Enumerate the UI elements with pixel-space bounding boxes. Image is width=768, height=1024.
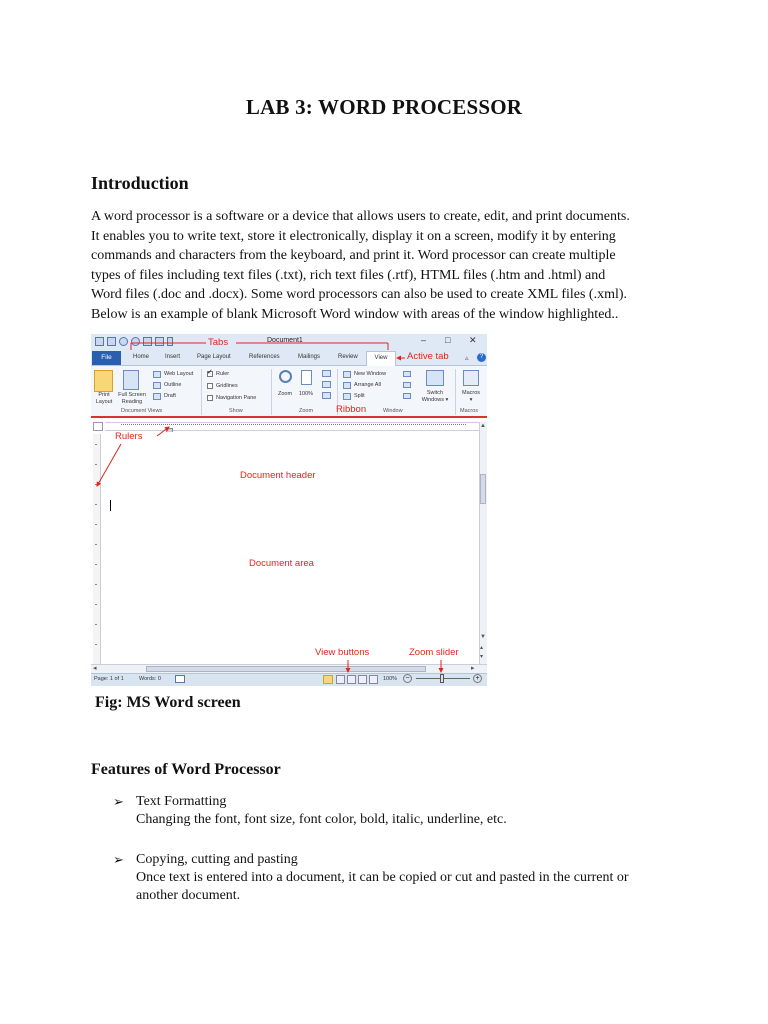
group-label-show: Show bbox=[229, 408, 243, 414]
document-title: Document1 bbox=[267, 337, 303, 344]
intro-line: A word processor is a software or a device that allows users to create, edit, and print documents. bbox=[91, 209, 630, 224]
tab-references[interactable]: References bbox=[249, 354, 280, 360]
next-page-icon[interactable]: ▾ bbox=[480, 654, 484, 660]
word-count[interactable]: Words: 0 bbox=[139, 676, 161, 682]
group-label-macros: Macros bbox=[460, 408, 479, 414]
zoom-button[interactable]: Zoom bbox=[278, 391, 293, 397]
annotation-rulers: Rulers bbox=[115, 431, 143, 442]
scroll-left-icon[interactable]: ◂ bbox=[93, 665, 97, 672]
annotation-zoom-slider: Zoom slider bbox=[409, 647, 459, 658]
intro-paragraph bbox=[91, 207, 681, 325]
tab-mailings[interactable]: Mailings bbox=[298, 354, 321, 360]
tab-view[interactable]: View bbox=[366, 351, 396, 366]
outline-button[interactable]: Outline bbox=[164, 382, 182, 388]
check-icon: ✓ bbox=[207, 369, 213, 376]
intro-line: types of files including text files (.txt), rich text files (.rtf), HTML files (.htm and .html) and bbox=[91, 267, 606, 283]
feature-description: Once text is entered into a document, it can be copied or cut and pasted in the current or bbox=[136, 870, 629, 885]
bullet-arrow-icon: ➢ bbox=[113, 852, 124, 867]
maximize-button[interactable]: □ bbox=[445, 335, 451, 345]
tab-home[interactable]: Home bbox=[133, 354, 150, 360]
gridlines-label: Gridlines bbox=[216, 383, 238, 389]
ruler-label: Ruler bbox=[216, 371, 230, 377]
rulers-arrow-vertical bbox=[97, 444, 121, 486]
split-button[interactable]: Split bbox=[354, 393, 365, 399]
zoom-in-icon[interactable]: + bbox=[473, 674, 482, 683]
full-screen-reading-label[interactable]: Full Screen Reading bbox=[118, 392, 146, 405]
scroll-up-icon[interactable]: ▲ bbox=[480, 423, 486, 429]
tab-page-layout[interactable]: Page Layout bbox=[197, 354, 231, 360]
group-label-window: Window bbox=[383, 408, 403, 414]
minimize-button[interactable]: – bbox=[421, 335, 427, 345]
web-layout-button[interactable]: Web Layout bbox=[164, 371, 194, 377]
annotation-ribbon: Ribbon bbox=[336, 404, 367, 415]
navigation-pane-label: Navigation Pane bbox=[216, 395, 257, 401]
intro-heading: Introduction bbox=[91, 173, 189, 193]
annotation-document-header: Document header bbox=[240, 470, 316, 481]
annotation-arrows bbox=[91, 334, 487, 686]
group-label-document-views: Document Views bbox=[121, 408, 163, 414]
intro-line: commands and characters from the keyboard, and print it. Word processor can create multiple bbox=[91, 248, 616, 264]
ms-word-screenshot bbox=[91, 334, 487, 686]
figure-caption: Fig: MS Word screen bbox=[95, 694, 241, 711]
annotation-document-area: Document area bbox=[249, 558, 314, 569]
page-count[interactable]: Page: 1 of 1 bbox=[94, 676, 124, 682]
intro-line: It enables you to write text, store it electronically, display it on a screen, modify it by entering bbox=[91, 228, 616, 244]
rulers-arrow-horizontal bbox=[157, 427, 169, 436]
feature-description: Changing the font, font size, font color, bold, italic, underline, etc. bbox=[136, 812, 507, 827]
tab-insert[interactable]: Insert bbox=[165, 354, 181, 360]
macros-label[interactable]: Macros ▾ bbox=[461, 390, 481, 403]
feature-title: Copying, cutting and pasting bbox=[136, 852, 298, 867]
previous-page-icon[interactable]: ▴ bbox=[480, 645, 484, 651]
annotation-active-tab: Active tab bbox=[407, 351, 449, 362]
draft-button[interactable]: Draft bbox=[164, 393, 176, 399]
group-label-zoom: Zoom bbox=[299, 408, 314, 414]
feature-title: Text Formatting bbox=[136, 794, 227, 809]
switch-windows-label[interactable]: Switch Windows ▾ bbox=[421, 390, 449, 403]
annotation-tabs: Tabs bbox=[208, 337, 229, 348]
feature-description: another document. bbox=[136, 888, 241, 903]
scroll-right-icon[interactable]: ▸ bbox=[471, 665, 475, 672]
tab-review[interactable]: Review bbox=[338, 354, 358, 360]
page-title: LAB 3: WORD PROCESSOR bbox=[245, 95, 523, 119]
minimize-ribbon-icon[interactable]: ▵ bbox=[465, 355, 469, 362]
zoom-100-button[interactable]: 100% bbox=[299, 391, 314, 397]
scroll-down-icon[interactable]: ▼ bbox=[480, 634, 486, 640]
annotation-view-buttons: View buttons bbox=[315, 647, 370, 658]
tab-file[interactable]: File bbox=[92, 351, 121, 365]
intro-line: Word files (.doc and .docx). Some word processors can also be used to create XML files (.xml). bbox=[91, 287, 628, 303]
close-button[interactable]: ✕ bbox=[469, 335, 477, 345]
new-window-button[interactable]: New Window bbox=[354, 371, 387, 377]
features-heading: Features of Word Processor bbox=[91, 761, 281, 778]
intro-line: Below is an example of blank Microsoft Word window with areas of the window highlighted.. bbox=[91, 306, 619, 322]
print-layout-label[interactable]: Print Layout bbox=[95, 392, 113, 405]
zoom-level[interactable]: 100% bbox=[383, 676, 398, 682]
zoom-out-icon[interactable]: − bbox=[403, 674, 412, 683]
arrange-all-button[interactable]: Arrange All bbox=[354, 382, 381, 388]
help-icon[interactable]: ? bbox=[477, 353, 486, 362]
bullet-arrow-icon: ➢ bbox=[113, 794, 124, 809]
